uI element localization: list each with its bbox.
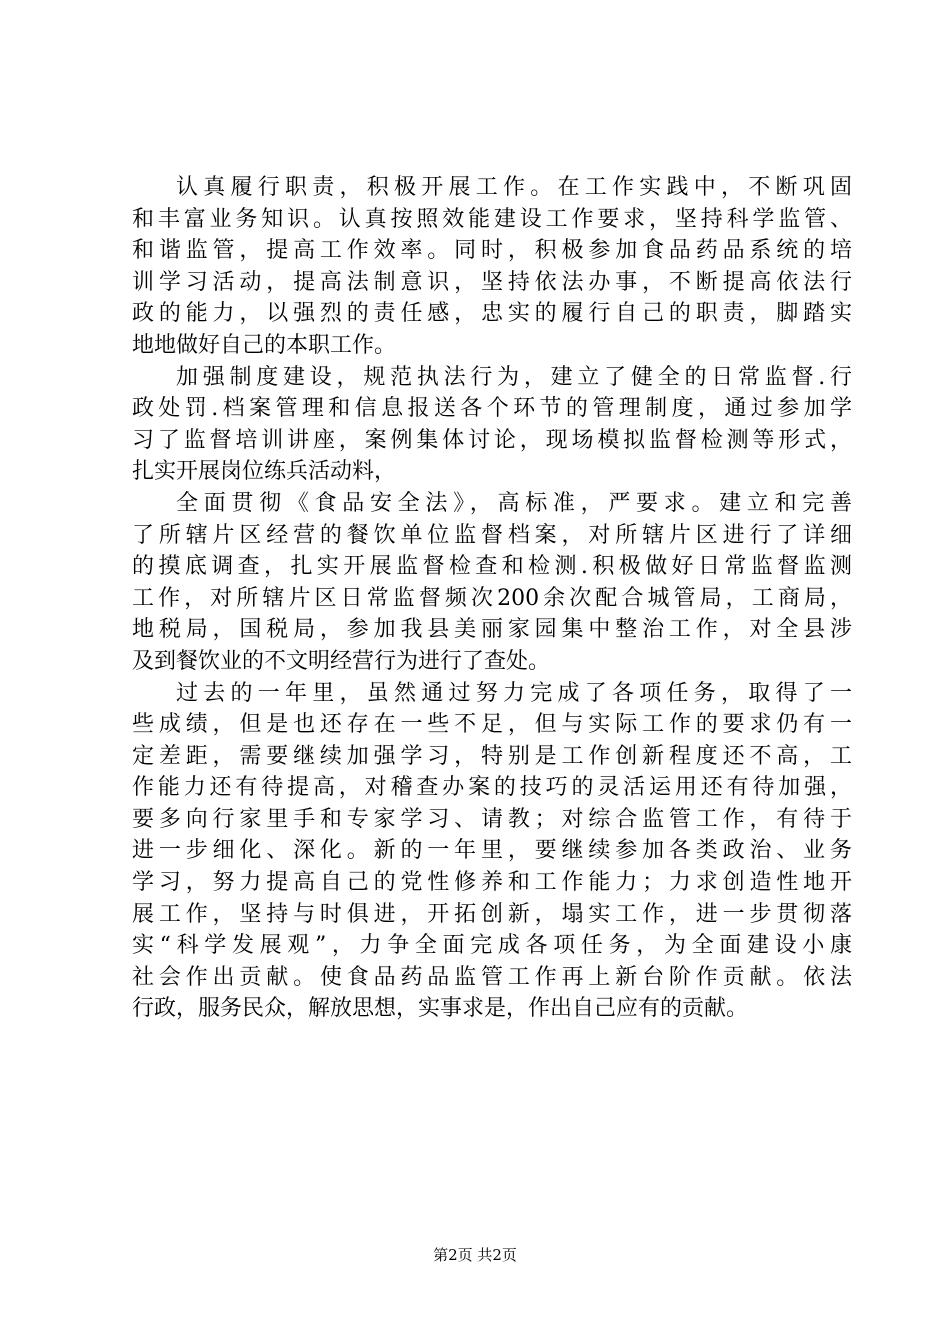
text-line: 些成绩，但是也还存在一些不足，但与实际工作的要求仍有一 [132, 712, 852, 738]
paragraph-4 [132, 678, 852, 1026]
text-line: 扎实开展岗位练兵活动料， [132, 459, 397, 485]
text-line: 展工作，坚持与时俱进，开拓创新，塌实工作，进一步贯彻落 [132, 901, 852, 927]
text-line: 训学习活动，提高法制意识，坚持依法办事，不断提高依法行 [132, 269, 852, 295]
document-body [132, 172, 852, 1025]
text-line: 进一步细化、深化。新的一年里，要继续参加各类政治、业务 [132, 838, 852, 864]
text-line: 政处罚.档案管理和信息报送各个环节的管理制度，通过参加学 [132, 396, 852, 422]
text-line: 作能力还有待提高，对稽查办案的技巧的灵活运用还有待加强， [132, 775, 852, 801]
text-line: 地地做好自己的本职工作。 [132, 332, 397, 358]
text-line: 了所辖片区经营的餐饮单位监督档案，对所辖片区进行了详细 [132, 522, 852, 548]
page-number-footer: 第2页 共2页 [433, 1246, 517, 1264]
text-line: 和谐监管，提高工作效率。同时，积极参加食品药品系统的培 [132, 238, 852, 264]
text-line: 全面贯彻《食品安全法》，高标准，严要求。建立和完善 [176, 490, 852, 516]
text-line: 及到餐饮业的不文明经营行为进行了查处。 [132, 648, 551, 674]
text-line: 地税局，国税局，参加我县美丽家园集中整治工作，对全县涉 [132, 617, 852, 643]
text-line: 定差距，需要继续加强学习，特别是工作创新程度还不高，工 [132, 743, 852, 769]
text-line: 社会作出贡献。使食品药品监管工作再上新台阶作贡献。依法 [132, 964, 852, 990]
text-line: 实“科学发展观”，力争全面完成各项任务，为全面建设小康 [132, 933, 852, 959]
text-line: 学习，努力提高自己的党性修养和工作能力；力求创造性地开 [132, 870, 852, 896]
paragraph-3 [132, 488, 852, 678]
text-line: 要多向行家里手和专家学习、请教；对综合监管工作，有待于 [132, 806, 852, 832]
text-line: 和丰富业务知识。认真按照效能建设工作要求，坚持科学监管、 [132, 206, 852, 232]
text-line: 的摸底调查，扎实开展监督检查和检测.积极做好日常监督监测 [132, 554, 852, 580]
text-line: 过去的一年里，虽然通过努力完成了各项任务，取得了一 [176, 680, 852, 706]
text-line: 工作，对所辖片区日常监督频次200余次配合城管局，工商局， [132, 585, 852, 611]
text-line: 行政，服务民众，解放思想，实事求是，作出自己应有的贡献。 [132, 996, 749, 1022]
text-line: 加强制度建设，规范执法行为，建立了健全的日常监督.行 [176, 364, 852, 390]
text-line: 习了监督培训讲座，案例集体讨论，现场模拟监督检测等形式， [132, 427, 852, 453]
paragraph-2 [132, 362, 852, 488]
text-line: 认真履行职责，积极开展工作。在工作实践中，不断巩固 [176, 175, 852, 200]
paragraph-1 [132, 172, 852, 362]
text-line: 政的能力，以强烈的责任感，忠实的履行自己的职责，脚踏实 [132, 301, 852, 327]
